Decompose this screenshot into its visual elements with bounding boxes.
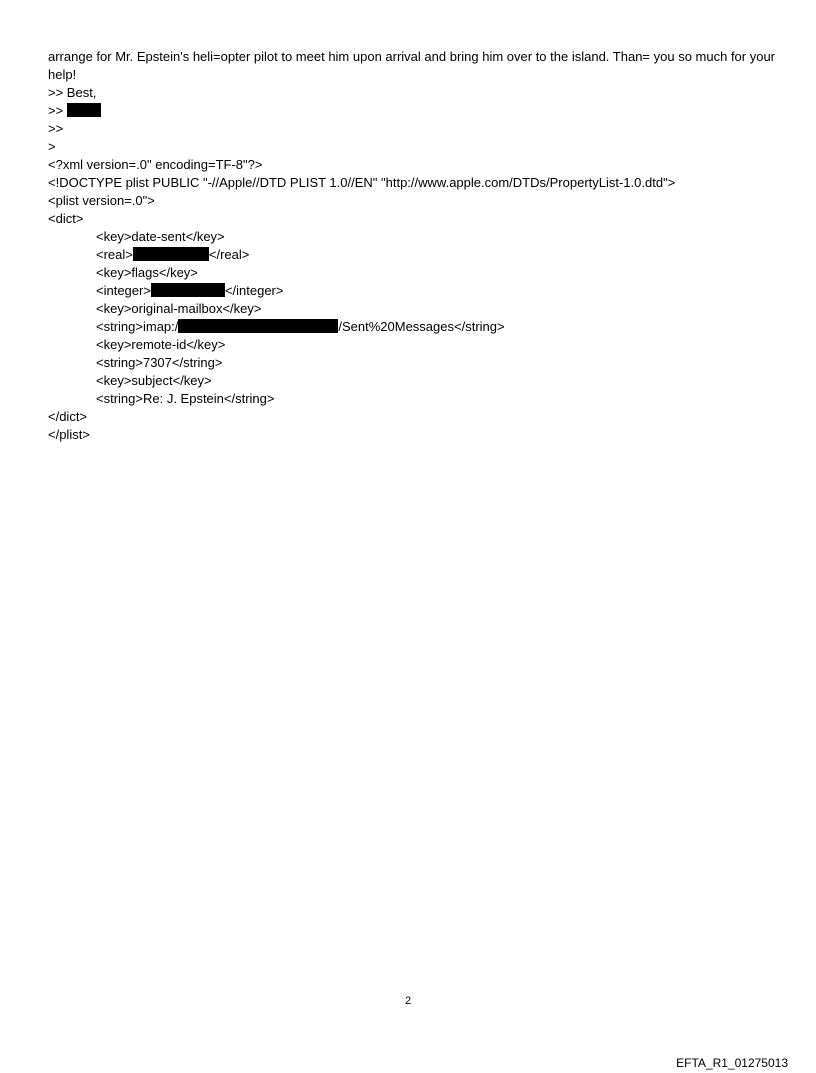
plist-close-tag: </plist> [48, 427, 90, 442]
real-value-line [48, 246, 778, 264]
redaction-box [151, 283, 225, 297]
dict-close-tag: </dict> [48, 409, 88, 424]
key-date-sent: <key>date-sent</key> [96, 229, 225, 244]
document-body [48, 48, 778, 444]
real-open-tag: <real> [96, 247, 133, 262]
integer-value-line [48, 282, 778, 300]
key-flags: <key>flags</key> [96, 265, 198, 280]
redaction-box [67, 103, 101, 117]
dict-open-tag: <dict> [48, 211, 84, 226]
quoted-empty-line: >> [48, 121, 64, 136]
plist-open-tag: <plist version=.0"> [48, 193, 155, 208]
bates-number: EFTA_R1_01275013 [676, 1056, 788, 1070]
string-subject: <string>Re: J. Epstein</string> [96, 391, 275, 406]
key-remote-id: <key>remote-id</key> [96, 337, 226, 352]
page-number: 2 [404, 995, 412, 1007]
email-body-paragraph: arrange for Mr. Epstein's heli=opter pilot to meet him upon arrival and bring him over to the island. Than= you so much for your help! [48, 49, 776, 82]
imap-close-text: /Sent%20Messages</string> [338, 319, 505, 334]
integer-close-tag: </integer> [224, 283, 284, 298]
imap-string-line [48, 318, 778, 336]
string-remote-id: <string>7307</string> [96, 355, 223, 370]
imap-open-text: <string>imap:/ [96, 319, 179, 334]
key-original-mailbox: <key>original-mailbox</key> [96, 301, 262, 316]
quoted-signature-line [48, 102, 778, 120]
quote-marker: >> [48, 103, 67, 118]
quote-end-line: > [48, 139, 56, 154]
real-close-tag: </real> [208, 247, 250, 262]
doctype-line: <!DOCTYPE plist PUBLIC "-//Apple//DTD PLIST 1.0//EN" "http://www.apple.com/DTDs/PropertyList-1.0.dtd"> [48, 175, 676, 190]
integer-open-tag: <integer> [96, 283, 151, 298]
quoted-signoff: >> Best, [48, 85, 97, 100]
redaction-box [178, 319, 338, 333]
redaction-box [133, 247, 209, 261]
key-subject: <key>subject</key> [96, 373, 212, 388]
xml-declaration: <?xml version=.0" encoding=TF-8"?> [48, 157, 263, 172]
